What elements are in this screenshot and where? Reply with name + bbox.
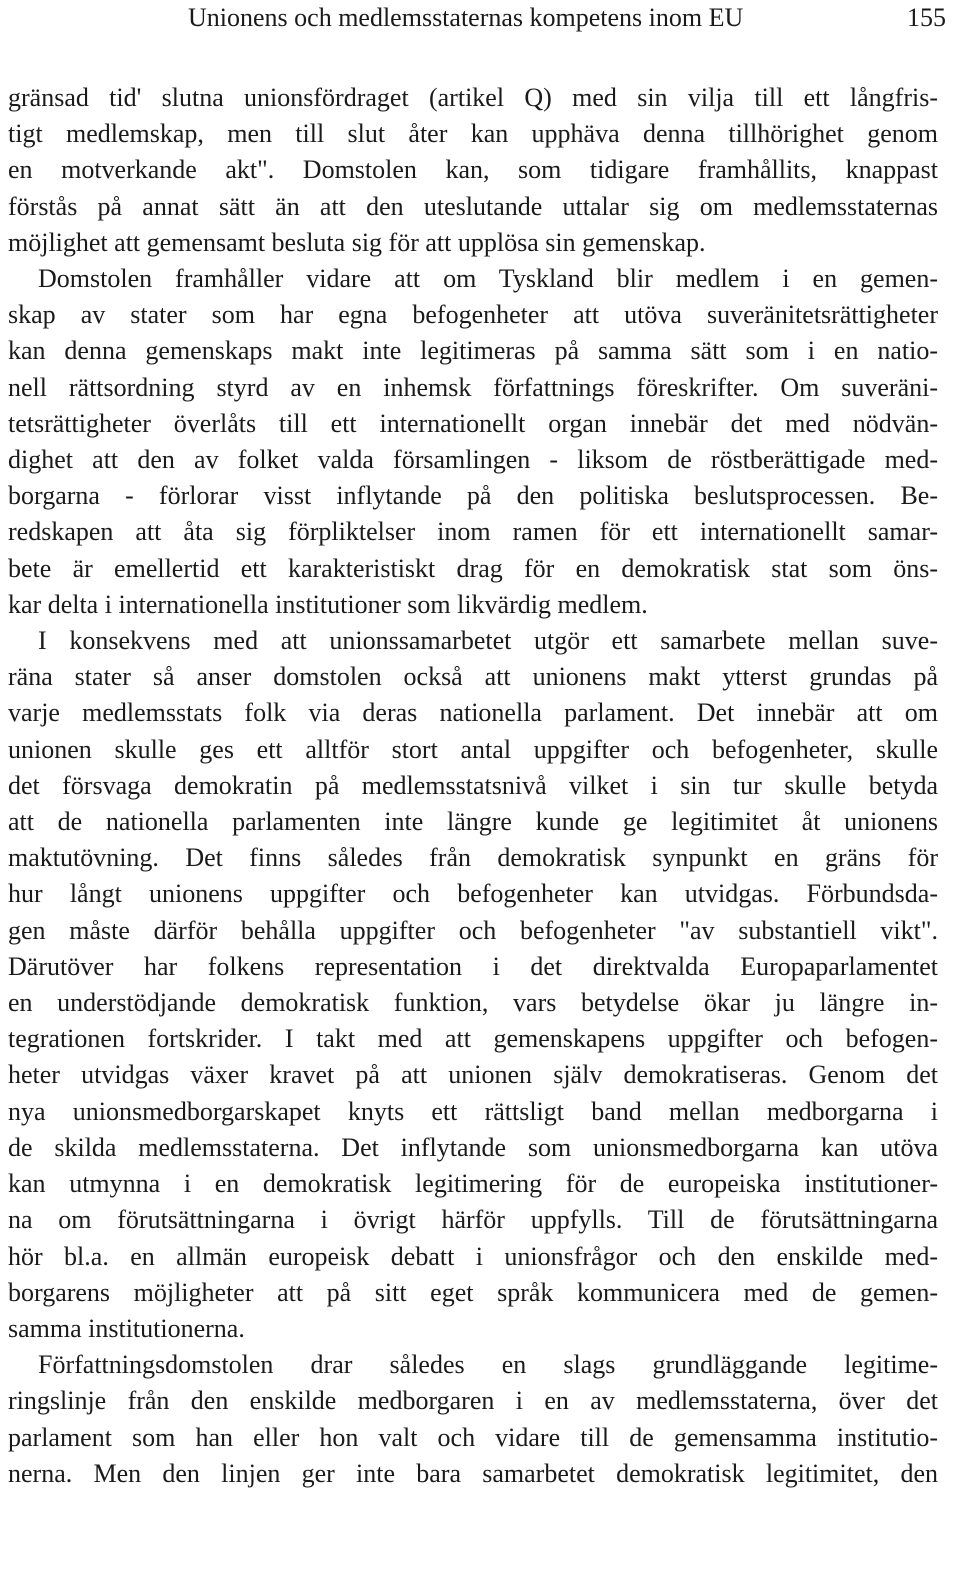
text-line: nerna. Men den linjen ger inte bara samarbetet demokratisk legitimitet, den — [8, 1458, 938, 1488]
text-line: en motverkande akt". Domstolen kan, som tidigare framhållits, knappast — [8, 155, 938, 185]
body-text — [8, 80, 938, 1492]
text-line: gränsad tid' slutna unionsfördraget (artikel Q) med sin vilja till ett långfris- — [8, 83, 938, 112]
running-header — [188, 0, 946, 40]
text-line: dighet att den av folket valda församlingen - liksom de röstberättigade med- — [8, 445, 938, 475]
text-line: kan denna gemenskaps makt inte legitimeras på samma sätt som i en natio- — [8, 336, 938, 366]
text-line: I konsekvens med att unionssamarbetet utgör ett samarbete mellan suve- — [38, 626, 938, 656]
text-line: heter utvidgas växer kravet på att unionen själv demokratiseras. Genom det — [8, 1060, 938, 1090]
paragraph-1 — [8, 80, 938, 261]
text-line: räna stater så anser domstolen också att unionens makt ytterst grundas på — [8, 662, 938, 692]
text-line: kan utmynna i en demokratisk legitimering för de europeiska institutioner- — [8, 1169, 938, 1199]
text-line: tigt medlemskap, men till slut åter kan upphäva denna tillhörighet genom — [8, 119, 938, 149]
page-number: 155 — [907, 3, 946, 32]
text-line: parlament som han eller hon valt och vidare till de gemensamma institutio- — [8, 1422, 938, 1452]
text-line: Därutöver har folkens representation i det direktvalda Europaparlamentet — [8, 951, 938, 981]
paragraph-2 — [8, 261, 938, 623]
text-line: förstås på annat sätt än att den uteslutande uttalar sig om medlemsstaternas — [8, 191, 938, 221]
text-line: varje medlemsstats folk via deras nationella parlament. Det innebär att om — [8, 698, 938, 728]
text-line: na om förutsättningarna i övrigt härför uppfylls. Till de förutsättningarna — [8, 1205, 938, 1235]
text-line: Domstolen framhåller vidare att om Tyskland blir medlem i en gemen- — [38, 264, 938, 294]
text-line: borgarens möjligheter att på sitt eget språk kommunicera med de gemen- — [8, 1277, 938, 1307]
text-line: det försvaga demokratin på medlemsstatsnivå vilket i sin tur skulle betyda — [8, 770, 938, 800]
text-line: nya unionsmedborgarskapet knyts ett rättsligt band mellan medborgarna i — [8, 1096, 938, 1126]
text-line: en understödjande demokratisk funktion, vars betydelse ökar ju längre in- — [8, 988, 938, 1018]
text-line: nell rättsordning styrd av en inhemsk författnings föreskrifter. Om suveräni- — [8, 372, 938, 402]
text-line: Författningsdomstolen drar således en slags grundläggande legitime- — [38, 1350, 938, 1380]
paragraph-4 — [8, 1347, 938, 1492]
text-line: att de nationella parlamenten inte längre kunde ge legitimitet åt unionens — [8, 807, 938, 837]
text-line: unionen skulle ges ett alltför stort antal uppgifter och befogenheter, skulle — [8, 734, 938, 764]
text-line: tetsrättigheter överlåts till ett internationellt organ innebär det med nödvän- — [8, 408, 938, 438]
running-title: Unionens och medlemsstaternas kompetens inom EU — [188, 3, 744, 32]
text-line: hör bl.a. en allmän europeisk debatt i unionsfrågor och den enskilde med- — [8, 1241, 938, 1271]
text-line: borgarna - förlorar visst inflytande på den politiska beslutsprocessen. Be- — [8, 481, 938, 511]
text-line: kar delta i internationella institutioner som likvärdig medlem. — [8, 589, 648, 619]
text-line: tegrationen fortskrider. I takt med att gemenskapens uppgifter och befogen- — [8, 1024, 938, 1054]
text-line: de skilda medlemsstaterna. Det inflytande som unionsmedborgarna kan utöva — [8, 1132, 938, 1162]
text-line: skap av stater som har egna befogenheter att utöva suveränitetsrättigheter — [8, 300, 938, 330]
text-line: gen måste därför behålla uppgifter och befogenheter "av substantiell vikt". — [8, 915, 938, 945]
text-line: maktutövning. Det finns således från demokratisk synpunkt en gräns för — [8, 843, 938, 873]
paragraph-3 — [8, 623, 938, 1347]
text-line: redskapen att åta sig förpliktelser inom ramen för ett internationellt samar- — [8, 517, 938, 547]
text-line: hur långt unionens uppgifter och befogenheter kan utvidgas. Förbundsda- — [8, 879, 938, 909]
text-line: bete är emellertid ett karakteristiskt drag för en demokratisk stat som öns- — [8, 553, 938, 583]
text-line: möjlighet att gemensamt besluta sig för att upplösa sin gemenskap. — [8, 227, 706, 257]
text-line: ringslinje från den enskilde medborgaren i en av medlemsstaterna, över det — [8, 1386, 938, 1416]
text-line: samma institutionerna. — [8, 1313, 245, 1343]
